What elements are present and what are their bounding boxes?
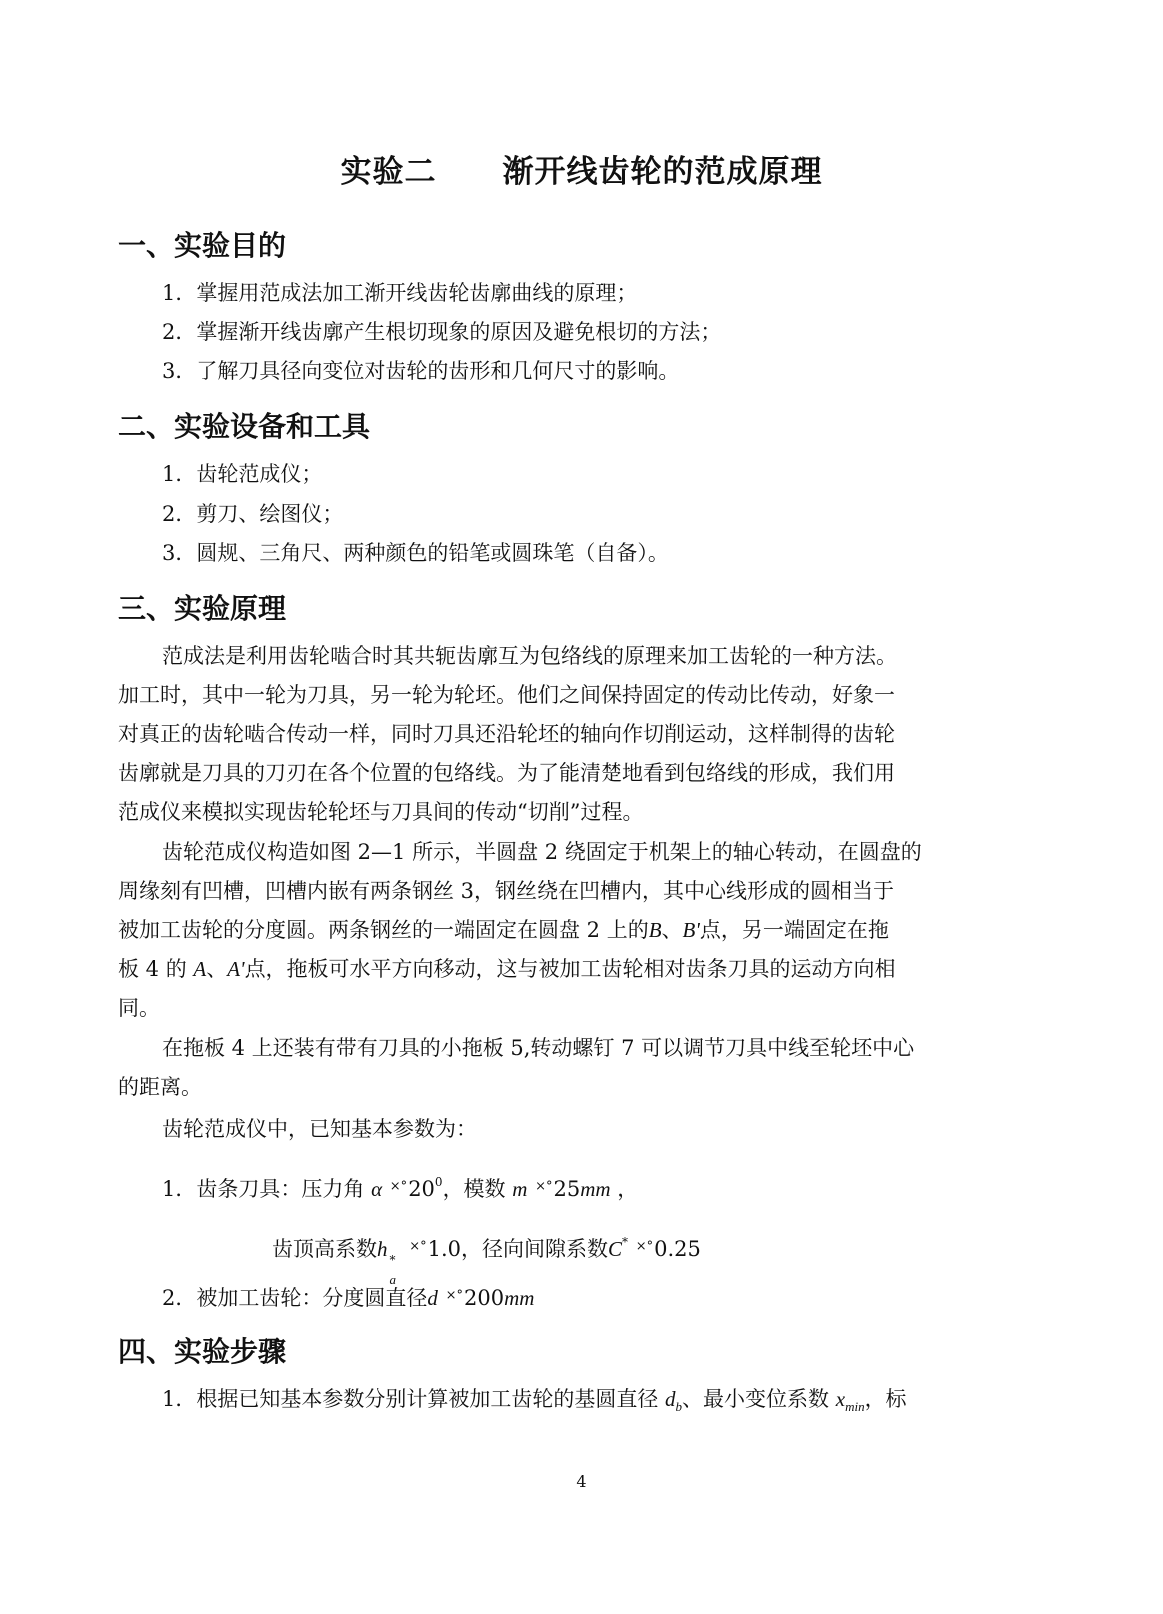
paragraph-line: 范成仪来模拟实现齿轮轮坯与刀具间的传动“切削”过程。: [118, 800, 644, 824]
list-item: 1．掌握用范成法加工渐开线齿轮齿廓曲线的原理；: [162, 281, 638, 305]
section-heading-3: 三、实验原理: [118, 592, 287, 625]
list-item: 3．了解刀具径向变位对齿轮的齿形和几何尺寸的影响。: [162, 359, 680, 383]
parameter-line-coefficients: 齿顶高系数h * a ×°1.0，径向间隙系数C* ×°0.25: [272, 1235, 701, 1287]
paragraph-line: 齿轮范成仪构造如图 2—1 所示，半圆盘 2 绕固定于机架上的轴心转动，在圆盘的: [162, 840, 922, 864]
parameter-line-gear: 2．被加工齿轮：分度圆直径d ×°200mm: [162, 1286, 535, 1310]
paragraph-line: 对真正的齿轮啮合传动一样，同时刀具还沿轮坯的轴向作切削运动，这样制得的齿轮: [118, 722, 895, 746]
page-number: 4: [576, 1472, 587, 1491]
paragraph-line: 被加工齿轮的分度圆。两条钢丝的一端固定在圆盘 2 上的B、B'点，另一端固定在拖: [118, 918, 889, 942]
paragraph-line: 周缘刻有凹槽，凹槽内嵌有两条钢丝 3，钢丝绕在凹槽内，其中心线形成的圆相当于: [118, 879, 895, 903]
list-item: 1．根据已知基本参数分别计算被加工齿轮的基圆直径 $d_b$、最小变位系数 $x_{min}$，标: [162, 1387, 907, 1415]
list-item: 2．掌握渐开线齿廓产生根切现象的原因及避免根切的方法；: [162, 320, 722, 344]
paragraph-line: 板 4 的 A、A'点，拖板可水平方向移动，这与被加工齿轮相对齿条刀具的运动方向相: [118, 957, 896, 981]
paragraph-line: 的距离。: [118, 1075, 202, 1099]
parameter-line-rack-cutter: 1．齿条刀具：压力角 α $^{\times^\circ}20^0$，模数 m ×°25mm ，: [162, 1175, 639, 1201]
paragraph-line: 范成法是利用齿轮啮合时其共轭齿廓互为包络线的原理来加工齿轮的一种方法。: [162, 644, 897, 668]
list-item: 1．齿轮范成仪；: [162, 462, 323, 486]
list-item: 2．剪刀、绘图仪；: [162, 502, 344, 526]
paragraph-line: 加工时，其中一轮为刀具，另一轮为轮坯。他们之间保持固定的传动比传动，好象一: [118, 683, 895, 707]
section-heading-2: 二、实验设备和工具: [118, 410, 371, 443]
section-heading-1: 一、实验目的: [118, 229, 287, 262]
paragraph-line: 同。: [118, 996, 160, 1020]
paragraph-line: 在拖板 4 上还装有带有刀具的小拖板 5,转动螺钉 7 可以调节刀具中线至轮坯中心: [162, 1036, 915, 1060]
page-title: 实验二 渐开线齿轮的范成原理: [340, 154, 823, 190]
section-heading-4: 四、实验步骤: [118, 1335, 287, 1368]
list-item: 3．圆规、三角尺、两种颜色的铅笔或圆珠笔（自备）。: [162, 541, 669, 565]
paragraph-line: 齿廓就是刀具的刀刃在各个位置的包络线。为了能清楚地看到包络线的形成，我们用: [118, 761, 895, 785]
paragraph-line: 齿轮范成仪中，已知基本参数为：: [162, 1117, 477, 1141]
